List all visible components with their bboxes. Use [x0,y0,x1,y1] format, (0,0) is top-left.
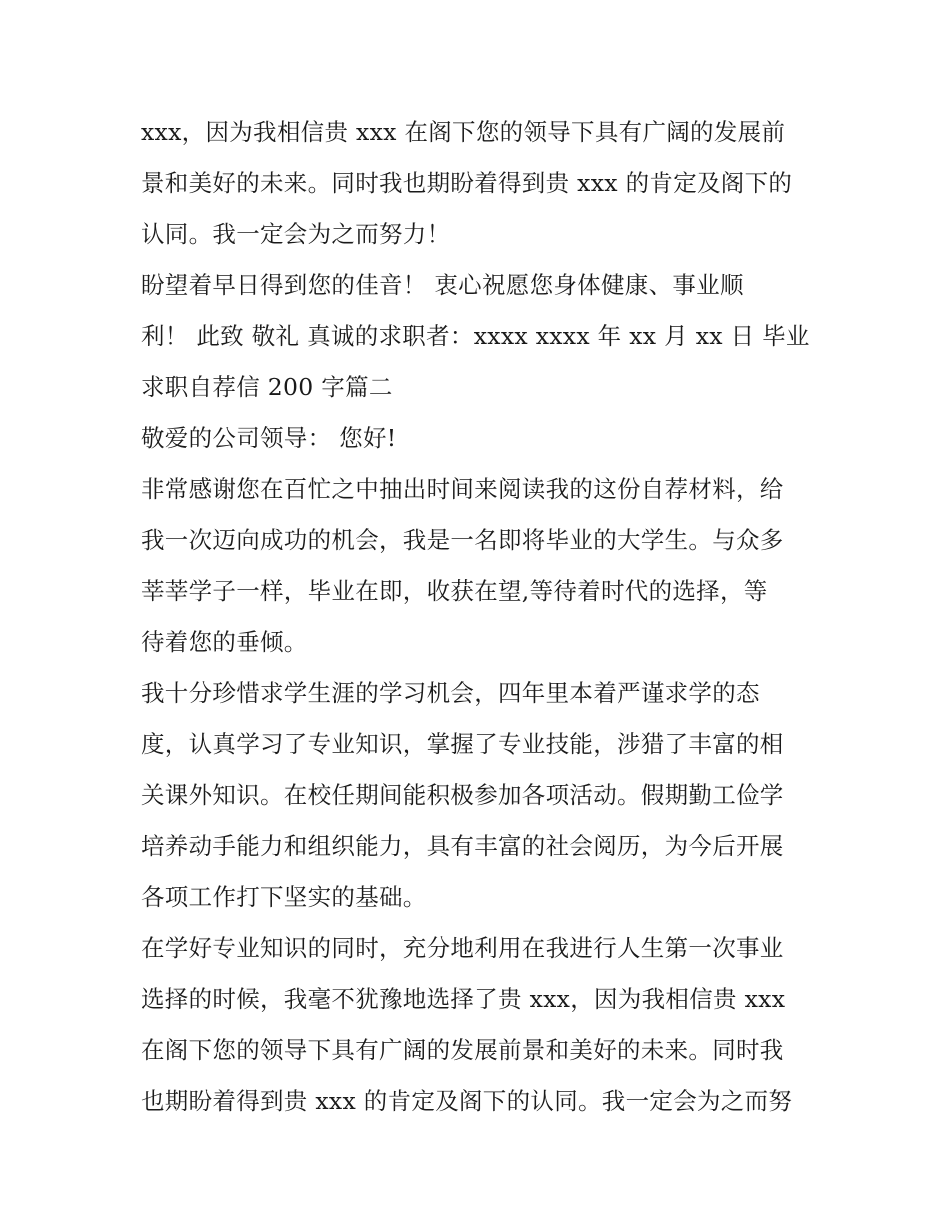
text-line: 关课外知识。在校任期间能积极参加各项活动。假期勤工俭学 [141,781,784,809]
text-line: xxx，因为我相信贵 xxx 在阁下您的领导下具有广阔的发展前 [141,118,786,146]
text-line: 莘莘学子一样，毕业在即，收获在望,等待着时代的选择，等 [141,577,768,605]
text-line: 景和美好的未来。同时我也期盼着得到贵 xxx 的肯定及阁下的 [141,169,793,197]
text-line: 我十分珍惜求学生涯的学习机会，四年里本着严谨求学的态 [141,679,760,707]
salutation: 敬爱的公司领导： 您好! [141,424,397,452]
text-line: 非常感谢您在百忙之中抽出时间来阅读我的这份自荐材料，给 [141,475,784,503]
text-line: 也期盼着得到贵 xxx 的肯定及阁下的认同。我一定会为之而努 [141,1087,793,1115]
text-line: 度，认真学习了专业知识，掌握了专业技能，涉猎了丰富的相 [141,730,784,758]
text-line: 盼望着早日得到您的佳音！ 衷心祝愿您身体健康、事业顺 [141,271,744,299]
text-line: 我一次迈向成功的机会，我是一名即将毕业的大学生。与众多 [141,526,784,554]
text-line: 各项工作打下坚实的基础。 [141,883,427,911]
text-line: 在学好专业知识的同时，充分地利用在我进行人生第一次事业 [141,934,784,962]
text-line: 选择的时候，我毫不犹豫地选择了贵 xxx，因为我相信贵 xxx [141,985,786,1013]
text-line: 待着您的垂倾。 [141,628,308,656]
section-heading: 求职自荐信 200 字篇二 [141,373,393,401]
text-line: 认同。我一定会为之而努力！ [141,220,451,248]
text-line: 利！ 此致 敬礼 真诚的求职者：xxxx xxxx 年 xx 月 xx 日 毕业 [141,322,810,350]
text-line: 在阁下您的领导下具有广阔的发展前景和美好的未来。同时我 [141,1036,784,1064]
document-body [141,107,821,1127]
text-line: 培养动手能力和组织能力，具有丰富的社会阅历，为今后开展 [141,832,784,860]
